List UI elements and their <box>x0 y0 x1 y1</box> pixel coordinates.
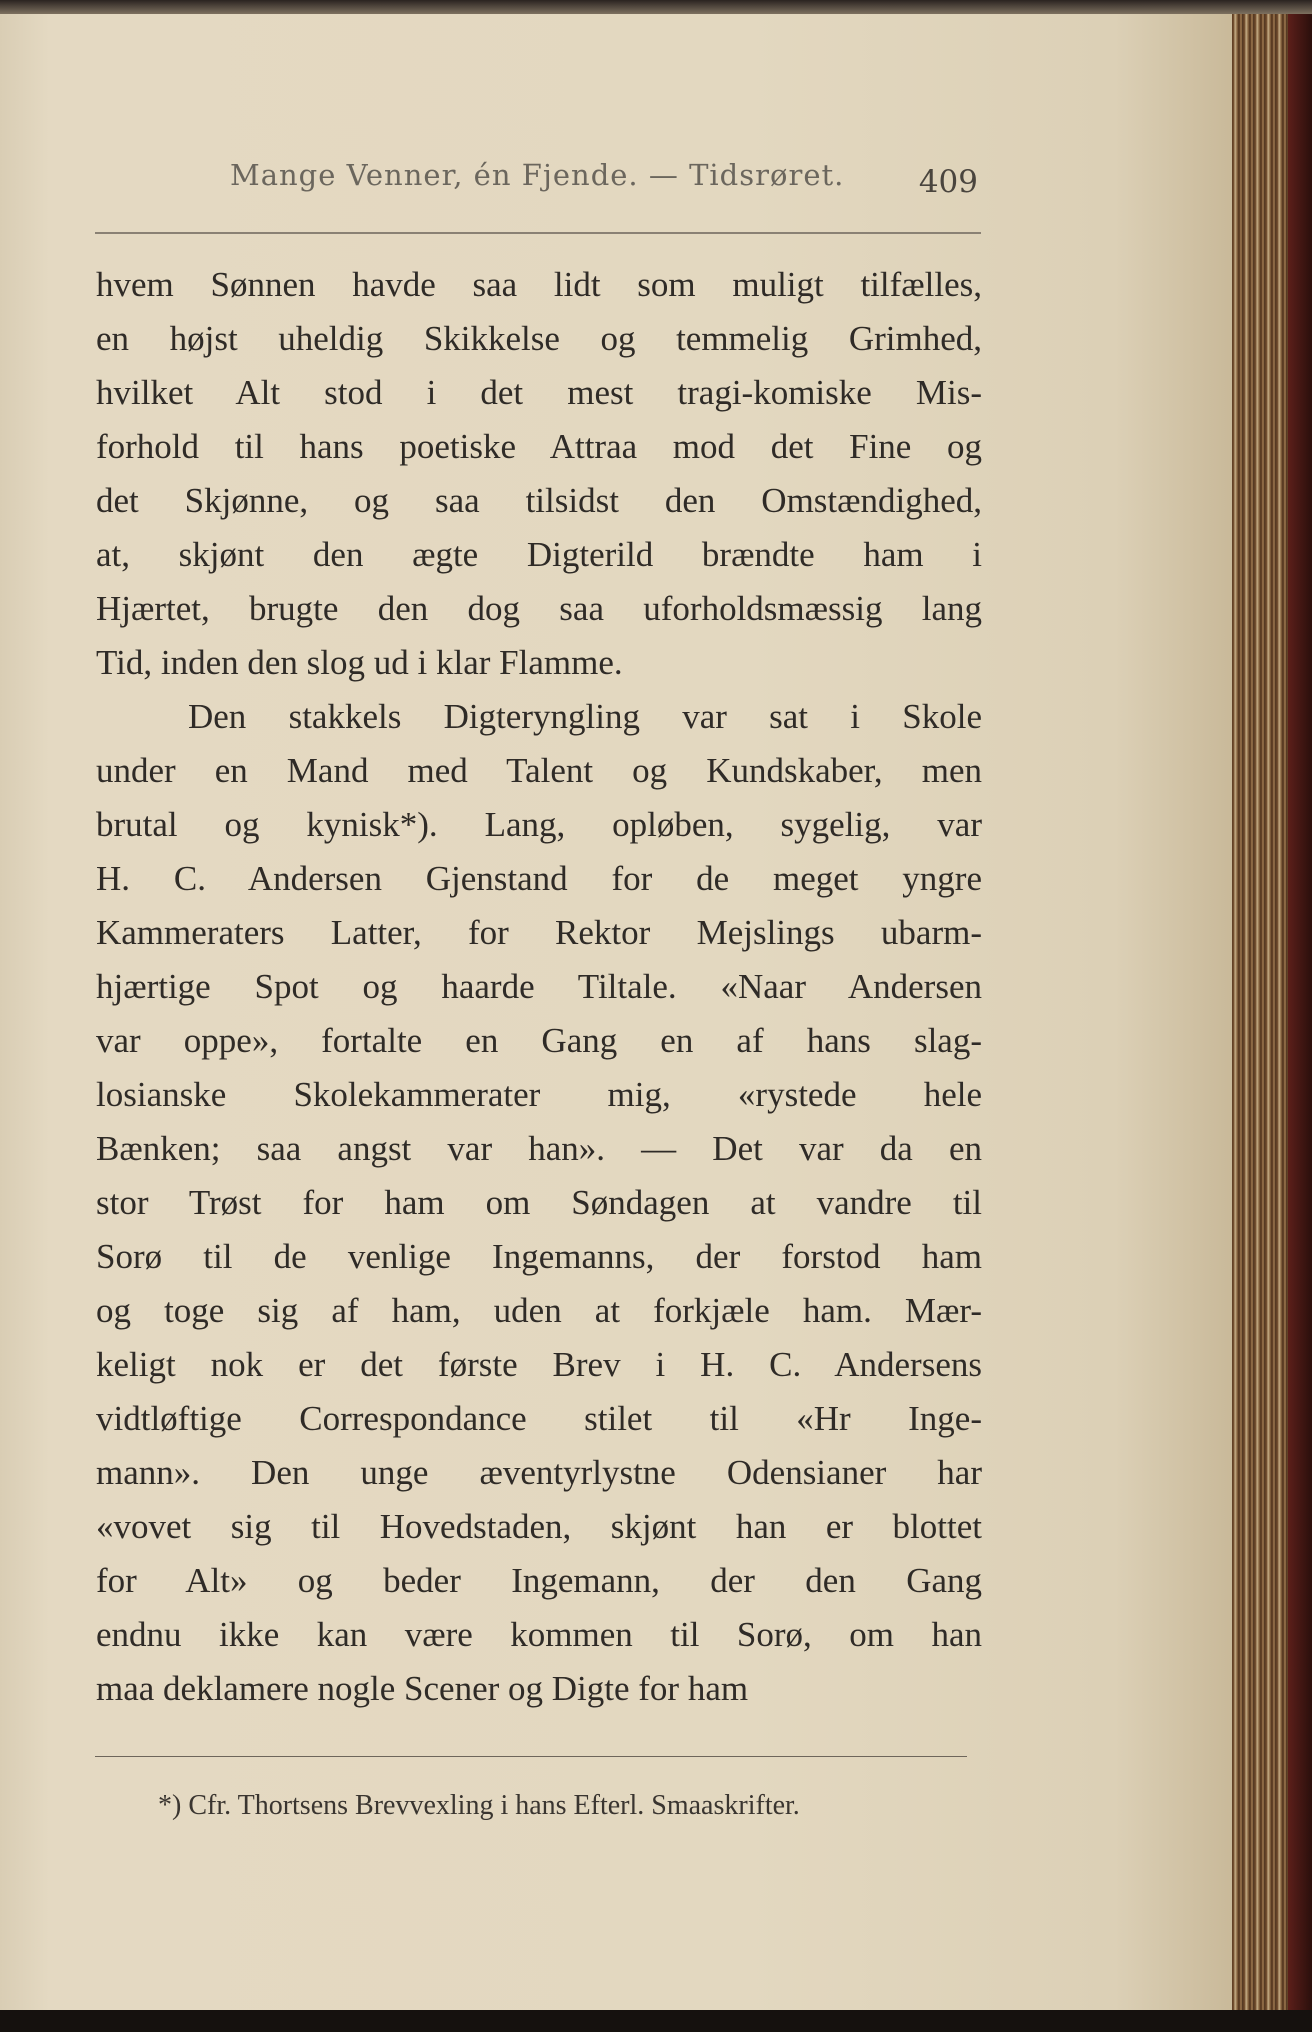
text-line: under en Mand med Talent og Kundskaber, men <box>96 751 982 790</box>
text-line: endnu ikke kan være kommen til Sorø, om han <box>96 1615 982 1654</box>
text-line: hvem Sønnen havde saa lidt som muligt tilfælles, <box>96 265 982 304</box>
text-line: Bænken; saa angst var han». — Det var da en <box>96 1129 982 1168</box>
footnote-rule <box>95 1756 967 1757</box>
text-line: forhold til hans poetiske Attraa mod det Fine og <box>96 427 982 466</box>
text-line: Kammeraters Latter, for Rektor Mejslings ubarm- <box>96 913 982 952</box>
text-line: «vovet sig til Hovedstaden, skjønt han er blottet <box>96 1507 982 1546</box>
text-line: Den stakkels Digteryngling var sat i Skole <box>188 697 982 736</box>
text-line: keligt nok er det første Brev i H. C. Andersens <box>96 1345 982 1384</box>
text-line: vidtløftige Correspondance stilet til «Hr Inge- <box>96 1399 982 1438</box>
text-line: maa deklamere nogle Scener og Digte for ham <box>96 1669 749 1708</box>
text-line: hjærtige Spot og haarde Tiltale. «Naar Andersen <box>96 967 982 1006</box>
book-cover-edge <box>1288 0 1312 2032</box>
page-header <box>230 158 990 208</box>
text-line: var oppe», fortalte en Gang en af hans slag- <box>96 1021 982 1060</box>
header-rule <box>95 232 981 234</box>
text-line: Sorø til de venlige Ingemanns, der forstod ham <box>96 1237 982 1276</box>
text-line: for Alt» og beder Ingemann, der den Gang <box>96 1561 982 1600</box>
bottom-shadow <box>0 2010 1312 2032</box>
text-line: en højst uheldig Skikkelse og temmelig Grimhed, <box>96 319 982 358</box>
text-line: Hjærtet, brugte den dog saa uforholdsmæssig lang <box>96 589 982 628</box>
text-line: og toge sig af ham, uden at forkjæle ham. Mær- <box>96 1291 982 1330</box>
text-line: H. C. Andersen Gjenstand for de meget yngre <box>96 859 982 898</box>
top-shadow <box>0 0 1312 14</box>
text-line: losianske Skolekammerater mig, «rystede hele <box>96 1075 982 1114</box>
text-line: hvilket Alt stod i det mest tragi-komiske Mis- <box>96 373 982 412</box>
footnote: *) Cfr. Thortsens Brevvexling i hans Efterl. Smaaskrifter. <box>158 1790 800 1821</box>
text-line: stor Trøst for ham om Søndagen at vandre til <box>96 1183 982 1222</box>
text-line: det Skjønne, og saa tilsidst den Omstændighed, <box>96 481 982 520</box>
body-text <box>96 258 982 1716</box>
text-line: brutal og kynisk*). Lang, opløben, sygelig, var <box>96 805 982 844</box>
text-line: Tid, inden den slog ud i klar Flamme. <box>96 643 623 682</box>
running-head: Mange Venner, én Fjende. — Tidsrøret. <box>230 158 845 192</box>
text-line: at, skjønt den ægte Digterild brændte ham i <box>96 535 982 574</box>
page-number: 409 <box>918 164 978 200</box>
text-line: mann». Den unge æventyrlystne Odensianer har <box>96 1453 982 1492</box>
